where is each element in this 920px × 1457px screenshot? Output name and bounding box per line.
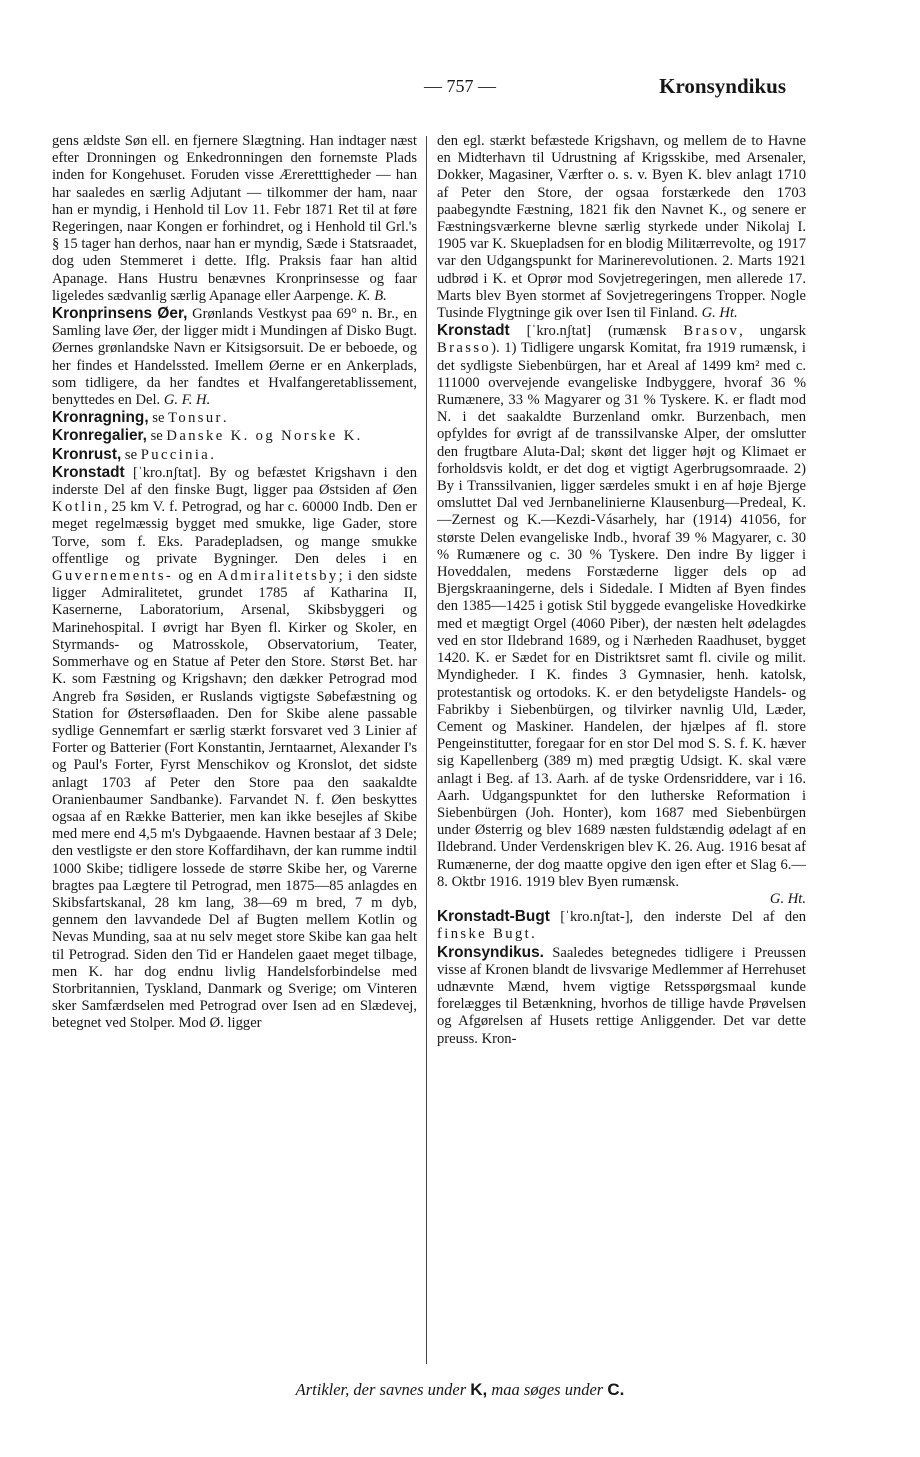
right-column	[437, 133, 806, 1366]
entry-kronprinsens-oer: Kronprinsens Øer, Grønlands Vestkyst paa 69° n. Br., en Samling lave Øer, der ligger midt i Mundingen af Disko Bugt. Øernes grønlandske Navn er Kitsigsorsuit. De er beboede, og her findes et Handelssted. Imellem Øerne er en Ankerplads, som tidligere, da her fandtes et Hvalfangeretablissement, benyttedes en Del. G. F. H.	[52, 305, 417, 409]
author-signature: K. B.	[357, 287, 387, 304]
entry-kronstadt-russia: Kronstadt [ˈkro.nʃtat]. By og befæstet Krigshavn i den inderste Del af den finske Bugt, ligger paa Østsiden af Øen Kotlin, 25 km V. f. Petrograd, og har c. 60000 Indb. Den er meget regelmæssig bygget med smukke, lige Gader, store Torve, som f. Eks. Paradepladsen, og mange smukke offentlige og private Bygninger. Den deles i en Guvernements- og en Admiralitetsby; i den sidste ligger Admiralitetet, grundet 1785 af Katharina II, Kasernerne, Laboratorium, Arsenal, Skibsbyggeri og Marinehospital. I øvrigt har Byen fl. Kirker og Skoler, en Styrmands- og Matrosskole, Observatorium, Teater, Sommerhave og en Statue af Peter den Store. Størst Bet. har K. som Fæstning og Krigshavn; den dækker Petrograd mod Angreb fra Søsiden, er Ruslands vigtigste Søbefæstning og Station for Østersøflaaden. Den for Skibe alene passable sydlige Gennemfart er særlig stærkt forsvaret ved 3 Linier af Forter og Batterier (Fort Konstantin, Jerntaarnet, Alexander I's og Paul's Forter, Fyrst Menschikov og Kronslot, det sidste anlagt 1703 af Peter den Store paa den saakaldte Oranienbaumer Sandbanke). Farvandet N. f. Øen beskyttes ogsaa af en Række Batterier, men kan ikke besejles af Skibe med mere end 4,5 m's Dybgaaende. Havnen bestaar af 3 Dele; den vestligste er den store Koffardihavn, der kan rumme indtil 1000 Skibe; tidligere lossede de større Skibe her, og Varerne bragtes paa Lægtere til Petrograd, men 1875—85 anlagdes en Skibsfartskanal, 28 km lang, 38—69 m bred, 7 m dyb, gennem den lavvandede Del af Bugten mellem Kotlin og Nevas Munding, saa at nu selv meget store Skibe kan gaa helt til Petrograd. Siden den Tid er Handelen gaaet meget tilbage, men K. har dog endnu livlig Handelsforbindelse med Storbritannien, Tyskland, Danmark og Sverige; om Vinteren sker Samfærdselen med Petrograd over Isen ad en Slædevej, betegnet ved Stolper. Mod Ø. ligger	[52, 463, 417, 1032]
entry-kronsyndikus: Kronsyndikus. Saaledes betegnedes tidligere i Preussen visse af Kronen blandt de livsvarige Medlemmer af Herrehuset udnævnte Mænd, hvem vigtige Retsspørgsmaal kunde forelægges til Betænkning, hvorhos de tillige havde Prøvelsen og Afgørelsen af Husets rettige Anliggender. Det var dette preuss. Kron-	[437, 943, 806, 1047]
cross-reference: finske Bugt	[437, 926, 532, 943]
running-head: Kronsyndikus	[659, 74, 786, 98]
headword: Kronregalier,	[52, 427, 147, 445]
author-signature: G. Ht.	[701, 305, 738, 322]
cross-reference: Tonsur	[168, 410, 223, 427]
headword: Kronragning,	[52, 409, 149, 427]
page-footer-note: Artikler, der savnes under K, maa søges under C.	[295, 1380, 625, 1399]
page-header	[52, 74, 786, 104]
entry-kronregalier: Kronregalier, se Danske K. og Norske K.	[52, 427, 363, 445]
entry-kronstadt-russia-continued: den egl. stærkt befæstede Krigshavn, og mellem de to Havne en Midterhavn til Udrustning af Krigsskibe, med Arsenaler, Dokker, Magasiner, Værfter o. s. v. Byen K. blev anlagt 1710 af Peter den Store, der ogsaa forstærkede den 1703 paabegyndte Fæstning, 1821 fik den Navnet K., og senere er Fæstningsværkerne blevne særlig styrkede under Nikolaj I. 1905 var K. Skuepladsen for en blodig Militærrevolte, og 1917 var den Udgangspunkt for Marinerevolutionen. 2. Marts 1921 udbrød i K. et Oprør mod Sovjetregeringen, men allerede 17. Marts blev Byen stormet af Sovjetregeringens Tropper. Nogle Tusinde Flygtninge gik over Isen til Finland. G. Ht.	[437, 133, 806, 322]
left-column	[52, 133, 417, 1366]
headword: Kronprinsens Øer,	[52, 305, 188, 323]
entry-kronstadt-romania: Kronstadt [ˈkro.nʃtat] (rumænsk Brasov, ungarsk Brasso). 1) Tidligere ungarsk Komitat, fra 1919 rumænsk, i det sydligste Siebenbürgen, har et Areal af 1499 km² med c. 111000 overvejende evangeliske Indbyggere, hvoraf 36 % Rumænere, 33 % Magyarer og 31 % Tyskere. K. er fladt mod N. i det saakaldte Burzenland omkr. Burzenbach, men opfyldes for øvrigt af de transsilvanske Alper, der omslutter den frugtbare Aluta-Dal; skønt det ligger højt og Klimaet er forholdsvis koldt, er det dog et vigtigt Agerbrugsomraade. 2) By i Transsilvanien, ligger særdeles smukt i en af høje Bjerge omsluttet Dal ved Jernbanelinierne Klausenburg—Predeal, K.—Zernest og K.—Kezdi-Vásarhely, har (1914) 41056, for største Delen evangeliske Indb., hvoraf 39 % Magyarer, c. 30 % Rumænere og c. 30 % Tyskere. Den indre By ligger i Hoveddalen, medens Forstæderne ligger dels op ad Bjergskraaningerne, dels i Sidedale. I Midten af Byen findes den 1385—1425 i gotisk Stil byggede evangeliske Hovedkirke med et mægtigt Orgel (4060 Piber), der næsten helt ødelagdes ved en stor Ildebrand 1689, og i Nærheden Raadhuset, bygget 1420. K. er Sædet for en Distriktsret samt fl. civile og milit. Myndigheder. I K. findes 3 Gymnasier, henh. katolsk, protestantisk og ortodoks. K. er den betydeligste Handels- og Fabrikby i Siebenbürgen, og tilvirker navnlig Uld, Læder, Cement og Maskiner. Handelen, der hjælpes af fl. store Pengeinstitutter, foregaar for en stor Del mod S. S. f. K. hæver sig Kapellenberg (389 m) med prægtig Udsigt. K. skal være anlagt i Beg. af 13. Aarh. af de tyske Ordensriddere, var i 16. Aarh. Udgangspunktet for den lutherske Reformation i Siebenbürgen (Joh. Honter), kom 1687 med Siebenbürgen under Østerrig og blev 1689 næsten fuldstændig ødelagt af en Ildebrand. Under Verdenskrigen blev K. 26. Aug. 1916 besat af Rumænerne, der dog maatte opgive den igen efter et Slag 6.—8. Oktbr 1916. 1919 blev Byen rumænsk.	[437, 322, 806, 890]
cross-reference: Puccinia	[140, 446, 211, 463]
headword: Kronsyndikus.	[437, 943, 544, 961]
entry-kronstadt-bugt: Kronstadt-Bugt [ˈkro.nʃtat-], den inderste Del af den finske Bugt.	[437, 908, 806, 943]
page-number: — 757 —	[424, 76, 496, 96]
entry-kronprins-continued: gens ældste Søn ell. en fjernere Slægtning. Han indtager næst efter Dronningen og Enkedronningen den fornemste Plads inden for Kongehuset. Foruden visse Æreretttigheder — han har saaledes en særlig Adjutant — tilkommer der ham, naar han er myndig, i Henhold til Lov 11. Febr 1871 Ret til at føre Regeringen, naar Kongen er forhindret, og i Henhold til Grl.'s § 15 tager han derhos, naar han er myndig, Sæde i Statsraadet, dog uden Stemmeret i dette. Iflg. Praksis faar han altid Apanage. Hans Hustru benævnes Kronprinsesse og faar ligeledes sædvanlig særlig Apanage eller Aarpenge. K. B.	[52, 133, 417, 304]
headword: Kronstadt	[52, 463, 125, 481]
entry-kronragning: Kronragning, se Tonsur.	[52, 409, 227, 427]
headword: Kronrust,	[52, 445, 122, 463]
headword: Kronstadt-Bugt	[437, 908, 550, 926]
author-signature: G. Ht.	[769, 890, 806, 907]
headword: Kronstadt	[437, 322, 510, 340]
column-divider	[426, 136, 427, 1364]
author-signature: G. F. H.	[163, 392, 211, 409]
cross-reference: Danske K. og Norske K.	[166, 428, 363, 445]
entry-kronrust: Kronrust, se Puccinia.	[52, 445, 214, 463]
